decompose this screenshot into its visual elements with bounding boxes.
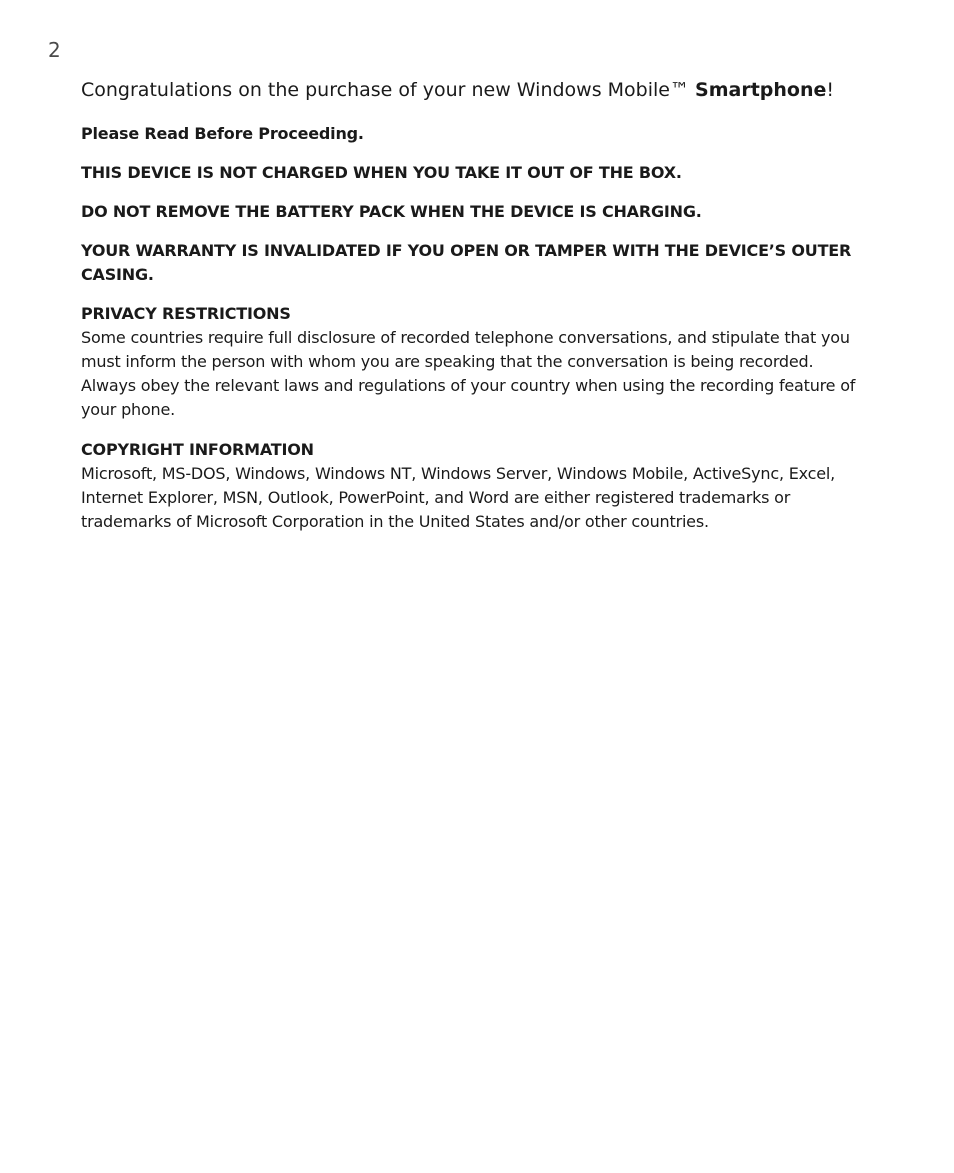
copyright-heading: COPYRIGHT INFORMATION [81, 440, 314, 459]
intro-text-end: ! [826, 79, 835, 101]
privacy-heading: PRIVACY RESTRICTIONS [81, 304, 291, 323]
copyright-section [81, 438, 871, 534]
notice-not-charged: THIS DEVICE IS NOT CHARGED WHEN YOU TAKE IT OUT OF THE BOX. [81, 163, 682, 182]
privacy-section [81, 302, 871, 422]
notice-read-before: Please Read Before Proceeding. [81, 124, 364, 143]
notice-battery: DO NOT REMOVE THE BATTERY PACK WHEN THE DEVICE IS CHARGING. [81, 202, 702, 221]
document-body [81, 76, 871, 550]
intro-bold-word: Smartphone [695, 79, 827, 101]
privacy-body: Some countries require full disclosure of recorded telephone conversations, and stipulate that you must inform the person with whom you are speaking that the conversation is being recorded. Always obey the relevant laws and regulations of your country when using the recording feature of your phone. [81, 328, 856, 419]
page-number: 2 [48, 38, 61, 62]
notice-warranty: YOUR WARRANTY IS INVALIDATED IF YOU OPEN OR TAMPER WITH THE DEVICE’S OUTER CASING. [81, 241, 852, 284]
intro-text: Congratulations on the purchase of your new Windows Mobile™ [81, 79, 696, 101]
copyright-body: Microsoft, MS-DOS, Windows, Windows NT, Windows Server, Windows Mobile, ActiveSync, Excel, Internet Explorer, MSN, Outlook, PowerPoint, and Word are either registered trademarks or trademarks of Microsoft Corporation in the United States and/or other countries. [81, 464, 835, 531]
intro-paragraph [81, 76, 871, 104]
